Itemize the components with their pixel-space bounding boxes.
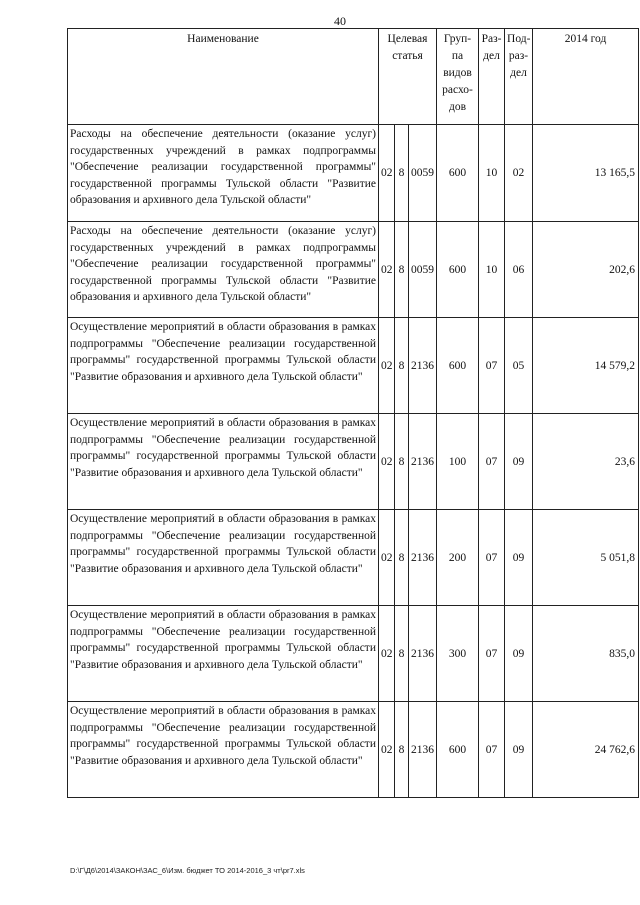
page-number: 40 — [334, 14, 346, 28]
table-row — [68, 606, 639, 702]
amount-cell: 5 051,8 — [533, 510, 639, 606]
table-row — [68, 702, 639, 798]
header-section: Раз-дел — [479, 29, 505, 125]
section-cell: 07 — [479, 606, 505, 702]
target-part2-cell: 8 — [395, 702, 409, 798]
target-part2-cell: 8 — [395, 606, 409, 702]
amount-cell: 24 762,6 — [533, 702, 639, 798]
target-part3-cell: 2136 — [409, 414, 437, 510]
section-cell: 10 — [479, 222, 505, 318]
subsection-cell: 09 — [505, 510, 533, 606]
target-part3-cell: 2136 — [409, 606, 437, 702]
subsection-cell: 06 — [505, 222, 533, 318]
section-cell: 07 — [479, 414, 505, 510]
table-row — [68, 125, 639, 222]
amount-cell: 202,6 — [533, 222, 639, 318]
target-part1-cell: 02 — [379, 510, 395, 606]
table-header-row — [68, 29, 639, 125]
row-name-cell: Осуществление мероприятий в области образования в рамках подпрограммы "Обеспечение реализации государственной программы" государственной программы Тульской области "Развитие образования и архивного дела Тульской области" — [68, 414, 379, 510]
target-part3-cell: 0059 — [409, 125, 437, 222]
target-part1-cell: 02 — [379, 414, 395, 510]
budget-table — [67, 28, 639, 798]
row-name-cell: Осуществление мероприятий в области образования в рамках подпрограммы "Обеспечение реализации государственной программы" государственной программы Тульской области "Развитие образования и архивного дела Тульской области" — [68, 318, 379, 414]
header-target: Целевая статья — [379, 29, 437, 125]
section-cell: 07 — [479, 702, 505, 798]
group-cell: 600 — [437, 702, 479, 798]
section-cell: 07 — [479, 318, 505, 414]
table-row — [68, 510, 639, 606]
group-cell: 600 — [437, 318, 479, 414]
target-part2-cell: 8 — [395, 222, 409, 318]
target-part3-cell: 2136 — [409, 702, 437, 798]
group-cell: 300 — [437, 606, 479, 702]
target-part1-cell: 02 — [379, 318, 395, 414]
amount-cell: 13 165,5 — [533, 125, 639, 222]
header-year: 2014 год — [533, 29, 639, 125]
row-name-cell: Осуществление мероприятий в области образования в рамках подпрограммы "Обеспечение реализации государственной программы" государственной программы Тульской области "Развитие образования и архивного дела Тульской области" — [68, 510, 379, 606]
group-cell: 100 — [437, 414, 479, 510]
target-part1-cell: 02 — [379, 606, 395, 702]
target-part2-cell: 8 — [395, 318, 409, 414]
header-group: Груп-па видов расхо-дов — [437, 29, 479, 125]
subsection-cell: 09 — [505, 606, 533, 702]
group-cell: 600 — [437, 125, 479, 222]
table-row — [68, 222, 639, 318]
amount-cell: 835,0 — [533, 606, 639, 702]
target-part1-cell: 02 — [379, 702, 395, 798]
target-part2-cell: 8 — [395, 125, 409, 222]
group-cell: 200 — [437, 510, 479, 606]
target-part3-cell: 2136 — [409, 318, 437, 414]
target-part2-cell: 8 — [395, 510, 409, 606]
row-name-cell: Осуществление мероприятий в области образования в рамках подпрограммы "Обеспечение реализации государственной программы" государственной программы Тульской области "Развитие образования и архивного дела Тульской области" — [68, 606, 379, 702]
header-subsection: Под-раз-дел — [505, 29, 533, 125]
subsection-cell: 09 — [505, 414, 533, 510]
target-part1-cell: 02 — [379, 125, 395, 222]
target-part3-cell: 2136 — [409, 510, 437, 606]
header-name: Наименование — [68, 29, 379, 125]
amount-cell: 23,6 — [533, 414, 639, 510]
subsection-cell: 09 — [505, 702, 533, 798]
table-body — [68, 125, 639, 798]
amount-cell: 14 579,2 — [533, 318, 639, 414]
file-path-footer: D:\Г\Д6\2014\ЗАКОН\ЗАС_6\Изм. бюджет ТО 2014-2016_3 чт\pr7.xls — [70, 866, 305, 875]
row-name-cell: Расходы на обеспечение деятельности (оказание услуг) государственных учреждений в рамках подпрограммы "Обеспечение реализации государственной программы" государственной программы Тульской области "Развитие образования и архивного дела Тульской области" — [68, 222, 379, 318]
table-row — [68, 414, 639, 510]
target-part1-cell: 02 — [379, 222, 395, 318]
table-row — [68, 318, 639, 414]
section-cell: 07 — [479, 510, 505, 606]
target-part3-cell: 0059 — [409, 222, 437, 318]
group-cell: 600 — [437, 222, 479, 318]
row-name-cell: Осуществление мероприятий в области образования в рамках подпрограммы "Обеспечение реализации государственной программы" государственной программы Тульской области "Развитие образования и архивного дела Тульской области" — [68, 702, 379, 798]
section-cell: 10 — [479, 125, 505, 222]
target-part2-cell: 8 — [395, 414, 409, 510]
subsection-cell: 05 — [505, 318, 533, 414]
row-name-cell: Расходы на обеспечение деятельности (оказание услуг) государственных учреждений в рамках подпрограммы "Обеспечение реализации государственной программы" государственной программы Тульской области "Развитие образования и архивного дела Тульской области" — [68, 125, 379, 222]
subsection-cell: 02 — [505, 125, 533, 222]
